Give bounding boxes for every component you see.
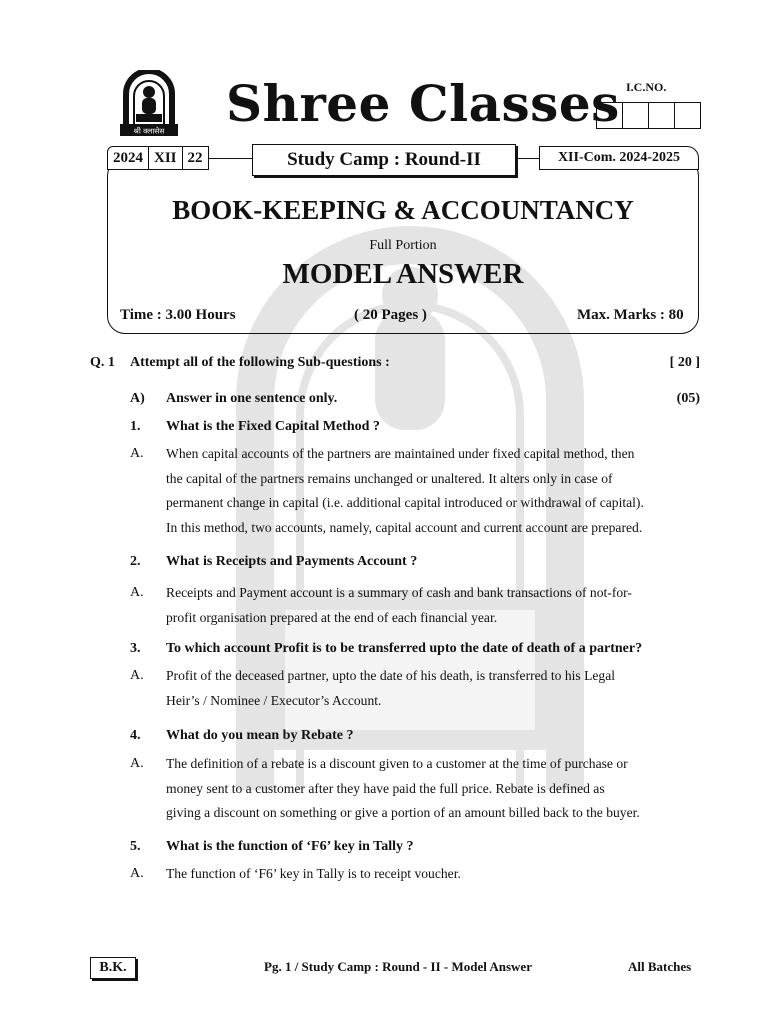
code-year: 2024 [108, 147, 149, 169]
answer-line: Profit of the deceased partner, upto the date of his death, is transferred to his Legal [166, 668, 616, 683]
paper-code-box [107, 146, 209, 170]
item-answer [166, 862, 700, 887]
item-question: What is the Fixed Capital Method ? [166, 419, 380, 434]
item-answer [166, 581, 700, 630]
answer-line: profit organisation prepared at the end of each financial year. [166, 609, 498, 625]
academic-year: XII-Com. 2024-2025 [539, 146, 699, 170]
ic-number-box [649, 103, 675, 128]
answer-line: Heir’s / Nominee / Executor’s Account. [166, 692, 382, 708]
ic-number-box [675, 103, 700, 128]
item-answer [166, 752, 700, 826]
section-label: A) [130, 391, 145, 406]
item-number: 2. [130, 554, 141, 569]
paper-type: MODEL ANSWER [282, 258, 524, 290]
logo-text: श्री क्लासेस [133, 126, 165, 136]
brand-title: Shree Classes [226, 74, 620, 133]
footer-subject-code: B.K. [90, 957, 136, 979]
ic-number-box [623, 103, 649, 128]
item-answer [166, 442, 700, 540]
item-number: 4. [130, 728, 141, 743]
item-number: 3. [130, 641, 141, 656]
max-marks-label: Max. Marks : 80 [577, 307, 684, 323]
item-number: 5. [130, 839, 141, 854]
answer-line: giving a discount on something or give a portion of an amount billed back to the buyer. [166, 805, 640, 820]
answer-line: money sent to a customer after they have paid the full price. Rebate is defined as [166, 780, 605, 796]
shree-classes-logo [120, 70, 178, 136]
section-instruction: Answer in one sentence only. [166, 391, 338, 406]
answer-line: When capital accounts of the partners are maintained under fixed capital method, then [166, 446, 635, 461]
time-label: Time : 3.00 Hours [120, 307, 236, 323]
portion-label: Full Portion [369, 238, 437, 253]
answer-line: In this method, two accounts, namely, capital account and current account are prepared. [166, 519, 643, 535]
ic-number-box [597, 103, 623, 128]
item-answer [166, 664, 700, 713]
answer-label: A. [130, 446, 144, 461]
answer-label: A. [130, 585, 144, 600]
item-number: 1. [130, 419, 141, 434]
subject-title: BOOK-KEEPING & ACCOUNTANCY [172, 195, 634, 225]
code-std: XII [149, 147, 183, 169]
pages-label: ( 20 Pages ) [354, 307, 427, 323]
answer-label: A. [130, 866, 144, 881]
section-marks: (05) [676, 391, 700, 406]
answer-line: The definition of a rebate is a discount given to a customer at the time of purchase or [166, 756, 628, 771]
item-question: What do you mean by Rebate ? [166, 728, 354, 743]
item-question: What is the function of ‘F6’ key in Tally ? [166, 839, 414, 854]
question-text: Attempt all of the following Sub-questions : [130, 355, 390, 370]
question-number: Q. 1 [90, 355, 115, 370]
footer-page-info: Pg. 1 / Study Camp : Round - II - Model Answer [264, 959, 532, 974]
code-number: 22 [187, 150, 203, 166]
study-camp-title: Study Camp : Round-II [252, 144, 516, 176]
item-question: What is Receipts and Payments Account ? [166, 554, 418, 569]
footer-batches: All Batches [628, 959, 692, 974]
answer-line: The function of ‘F6’ key in Tally is to receipt voucher. [166, 866, 461, 881]
question-marks: [ 20 ] [669, 355, 700, 370]
answer-label: A. [130, 756, 144, 771]
answer-line: the capital of the partners remains unchanged or unaltered. It alters only in case of [166, 470, 613, 486]
answer-line: Receipts and Payment account is a summary of cash and bank transactions of not-for- [166, 585, 632, 600]
ic-number-boxes [596, 102, 701, 129]
ic-number-label: I.C.NO. [626, 80, 667, 94]
answer-line: permanent change in capital (i.e. additional capital introduced or withdrawal of capital). [166, 495, 644, 510]
item-question: To which account Profit is to be transferred upto the date of death of a partner? [166, 641, 643, 656]
answer-label: A. [130, 668, 144, 683]
